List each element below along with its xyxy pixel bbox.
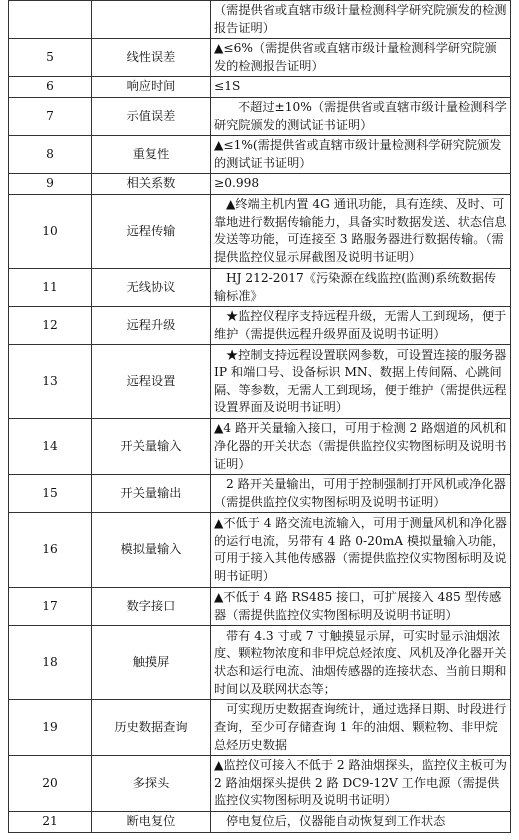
row-number-cell: 12 [9, 307, 92, 345]
item-name-cell: 响应时间 [92, 77, 211, 98]
row-number-cell: 10 [9, 194, 92, 268]
requirement-cell: 不超过±10%（需提供省或直辖市级计量检测科学研究院颁发的测试证书证明） [211, 97, 511, 135]
requirement-cell: ▲不低于 4 路交流电流输入，可用于测量风机和净化器的运行电流，另带有 4 路 0-20mA 模拟量输入功能，可用于接入其他传感器（需提供监控仪实物图标明及说明书证明） [211, 513, 511, 588]
row-number-cell: 9 [9, 174, 92, 195]
table-row [9, 97, 511, 135]
item-name-cell: 远程设置 [92, 345, 211, 419]
table-row [9, 475, 511, 513]
table-row [9, 513, 511, 588]
row-number-cell: 13 [9, 345, 92, 419]
row-number-cell: 7 [9, 97, 92, 135]
table-row [9, 174, 511, 195]
requirement-cell: ≥0.998 [211, 174, 511, 195]
table-row [9, 419, 511, 475]
row-number-cell: 19 [9, 700, 92, 756]
item-name-cell: 断电复位 [92, 812, 211, 833]
row-number-cell: 14 [9, 419, 92, 475]
table-row [9, 756, 511, 812]
spec-table [8, 0, 511, 833]
requirement-cell: （需提供省或直辖市级计量检测科学研究院颁发的检测报告证明） [211, 1, 511, 39]
item-name-cell: 线性误差 [92, 39, 211, 77]
table-row [9, 194, 511, 268]
item-name-cell: 示值误差 [92, 97, 211, 135]
item-name-cell: 重复性 [92, 136, 211, 174]
row-number-cell: 6 [9, 77, 92, 98]
row-number-cell: 18 [9, 626, 92, 700]
item-name-cell: 无线协议 [92, 268, 211, 306]
requirement-cell: ★监控仪程序支持远程升级，无需人工到现场，便于维护（需提供远程升级界面及说明书证明） [211, 307, 511, 345]
row-number-cell: 5 [9, 39, 92, 77]
table-row [9, 77, 511, 98]
item-name-cell: 远程升级 [92, 307, 211, 345]
row-number-cell: 16 [9, 513, 92, 588]
row-number-cell: 20 [9, 756, 92, 812]
requirement-cell: HJ 212-2017《污染源在线监控(监测)系统数据传输标准》 [211, 268, 511, 306]
requirement-cell: ▲监控仪可接入不低于 2 路油烟探头，监控仪主板可为 2 路油烟探头提供 2 路 DC9-12V 工作电源（需提供监控仪实物图标明及说明书证明） [211, 756, 511, 812]
requirement-cell: ▲≤1%(需提供省或直辖市级计量检测科学研究院颁发的测试证书证明） [211, 136, 511, 174]
table-row [9, 307, 511, 345]
item-name-cell: 历史数据查询 [92, 700, 211, 756]
table-row [9, 700, 511, 756]
item-name-cell [92, 1, 211, 39]
row-number-cell: 8 [9, 136, 92, 174]
item-name-cell: 开关量输入 [92, 419, 211, 475]
table-row [9, 812, 511, 833]
requirement-cell: 可实现历史数据查询统计，通过选择日期、时段进行查询，至少可存储查询 1 年的油烟、颗粒物、非甲烷总烃历史数据 [211, 700, 511, 756]
item-name-cell: 远程传输 [92, 194, 211, 268]
item-name-cell: 多探头 [92, 756, 211, 812]
item-name-cell: 开关量输出 [92, 475, 211, 513]
table-row [9, 268, 511, 306]
requirement-cell: 2 路开关量输出，可用于控制强制打开风机或净化器（需提供监控仪实物图标明及说明书证明） [211, 475, 511, 513]
row-number-cell: 11 [9, 268, 92, 306]
requirement-cell: 带有 4.3 寸或 7 寸触摸显示屏，可实时显示油烟浓度、颗粒物浓度和非甲烷总烃浓度、风机及净化器开关状态和运行电流、油烟传感器的连接状态、当前日期和时间以及联网状态等； [211, 626, 511, 700]
item-name-cell: 模拟量输入 [92, 513, 211, 588]
row-number-cell: 21 [9, 812, 92, 833]
item-name-cell: 触摸屏 [92, 626, 211, 700]
table-row [9, 626, 511, 700]
spec-table-body [9, 1, 511, 833]
requirement-cell: ≤1S [211, 77, 511, 98]
item-name-cell: 数字接口 [92, 588, 211, 626]
table-row [9, 345, 511, 419]
requirement-cell: 停电复位后，仪器能自动恢复到工作状态 [211, 812, 511, 833]
spec-document [8, 0, 511, 833]
requirement-cell: ▲终端主机内置 4G 通讯功能，具有连续、及时、可靠地进行数据传输能力，具备实时数据发送、状态信息发送等功能，可连接至 3 路服务器进行数据传输。（需提供监控仪显示屏截图及说明书证明） [211, 194, 511, 268]
table-row [9, 588, 511, 626]
row-number-cell: 15 [9, 475, 92, 513]
requirement-cell: ▲≤6%（需提供省或直辖市级计量检测科学研究院颁发的检测报告证明） [211, 39, 511, 77]
requirement-cell: ▲不低于 4 路 RS485 接口，可扩展接入 485 型传感器（需提供监控仪实物图标明及说明书证明） [211, 588, 511, 626]
row-number-cell: 17 [9, 588, 92, 626]
item-name-cell: 相关系数 [92, 174, 211, 195]
row-number-cell [9, 1, 92, 39]
table-row [9, 1, 511, 39]
table-row [9, 39, 511, 77]
requirement-cell: ★控制支持远程设置联网参数，可设置连接的服务器 IP 和端口号、设备标识 MN、数据上传间隔、心跳间隔、等参数，无需人工到现场，便于维护（需提供远程设置界面及说明书证明） [211, 345, 511, 419]
requirement-cell: ▲4 路开关量输入接口，可用于检测 2 路烟道的风机和净化器的开关状态（需提供监控仪实物图标明及说明书证明） [211, 419, 511, 475]
table-row [9, 136, 511, 174]
